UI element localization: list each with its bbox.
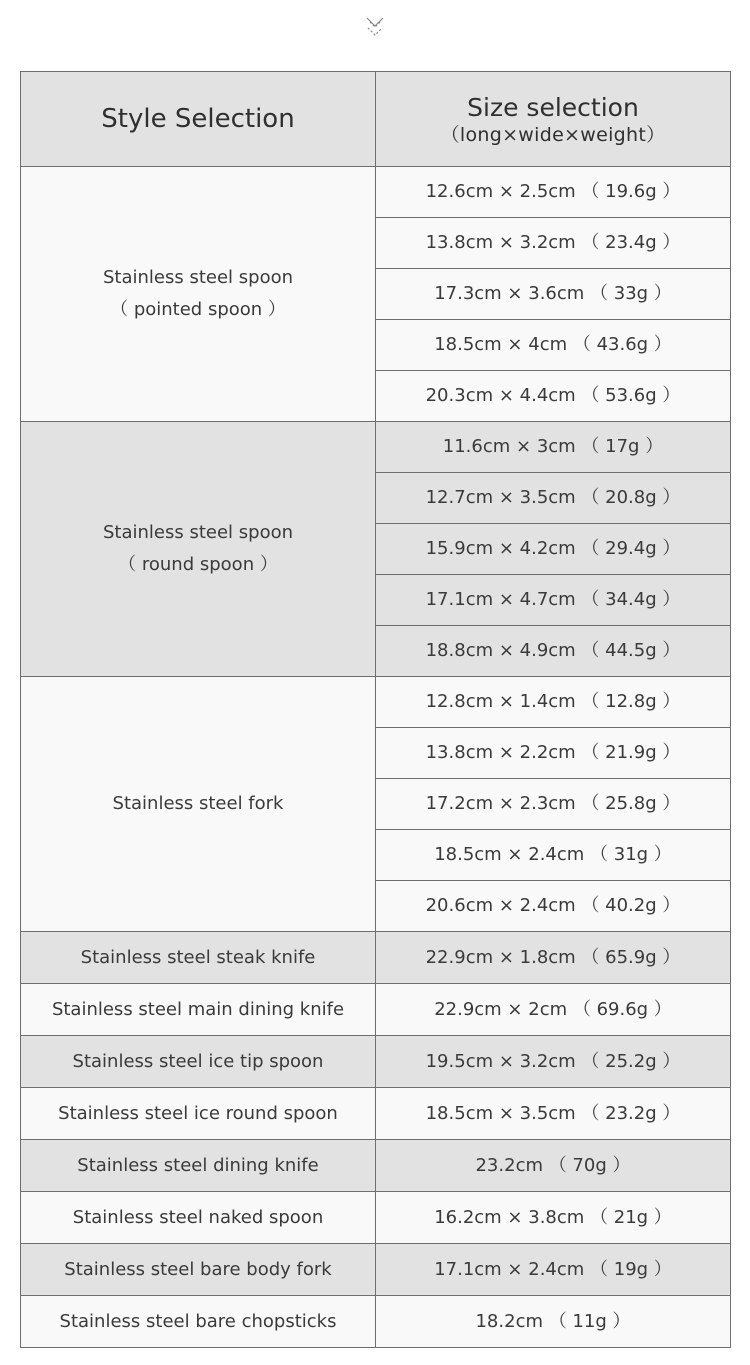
size-cell: 12.7cm × 3.5cm （ 20.8g ） [376, 473, 731, 524]
table-row [21, 1192, 731, 1244]
table-row [21, 984, 731, 1036]
style-cell: Stainless steel ice round spoon [21, 1088, 376, 1140]
size-cell: 17.1cm × 2.4cm （ 19g ） [376, 1244, 731, 1296]
size-cell: 18.8cm × 4.9cm （ 44.5g ） [376, 626, 731, 677]
style-name-line1: Stainless steel spoon [102, 522, 294, 543]
size-cell: 15.9cm × 4.2cm （ 29.4g ） [376, 524, 731, 575]
size-cell: 13.8cm × 2.2cm （ 21.9g ） [376, 728, 731, 779]
style-name-line1: Stainless steel fork [112, 793, 284, 814]
size-cell: 20.3cm × 4.4cm （ 53.6g ） [376, 371, 731, 422]
size-table [20, 71, 731, 1348]
size-cell: 16.2cm × 3.8cm （ 21g ） [376, 1192, 731, 1244]
size-selection-subtitle: （long×wide×weight） [440, 123, 666, 146]
size-cell: 18.2cm （ 11g ） [376, 1296, 731, 1348]
size-cell: 18.5cm × 2.4cm （ 31g ） [376, 830, 731, 881]
style-cell-round-spoon [21, 422, 376, 677]
size-cell: 18.5cm × 4cm （ 43.6g ） [376, 320, 731, 371]
style-selection-header: Style Selection [21, 72, 376, 167]
size-cell: 13.8cm × 3.2cm （ 23.4g ） [376, 218, 731, 269]
style-cell: Stainless steel naked spoon [21, 1192, 376, 1244]
size-selection-header [376, 72, 731, 167]
style-cell: Stainless steel bare chopsticks [21, 1296, 376, 1348]
size-cell: 22.9cm × 1.8cm （ 65.9g ） [376, 932, 731, 984]
style-cell: Stainless steel main dining knife [21, 984, 376, 1036]
size-cell: 18.5cm × 3.5cm （ 23.2g ） [376, 1088, 731, 1140]
size-cell: 11.6cm × 3cm （ 17g ） [376, 422, 731, 473]
size-cell: 23.2cm （ 70g ） [376, 1140, 731, 1192]
double-chevron-down-icon [365, 16, 385, 38]
table-row [21, 1036, 731, 1088]
size-cell: 17.2cm × 2.3cm （ 25.8g ） [376, 779, 731, 830]
style-name-line2: （ pointed spoon ） [110, 299, 286, 320]
size-cell: 12.6cm × 2.5cm （ 19.6g ） [376, 167, 731, 218]
size-selection-title: Size selection [467, 92, 639, 122]
size-cell: 19.5cm × 3.2cm （ 25.2g ） [376, 1036, 731, 1088]
size-cell: 22.9cm × 2cm （ 69.6g ） [376, 984, 731, 1036]
size-cell: 17.1cm × 4.7cm （ 34.4g ） [376, 575, 731, 626]
table-row [21, 167, 731, 218]
size-cell: 17.3cm × 3.6cm （ 33g ） [376, 269, 731, 320]
table-header-row [21, 72, 731, 167]
style-cell: Stainless steel dining knife [21, 1140, 376, 1192]
style-cell-fork [21, 677, 376, 932]
table-row [21, 677, 731, 728]
style-cell: Stainless steel bare body fork [21, 1244, 376, 1296]
style-cell-pointed-spoon [21, 167, 376, 422]
table-row [21, 1244, 731, 1296]
table-row [21, 1296, 731, 1348]
table-row [21, 1140, 731, 1192]
style-cell: Stainless steel steak knife [21, 932, 376, 984]
table-row [21, 932, 731, 984]
table-row [21, 1088, 731, 1140]
style-name-line1: Stainless steel spoon [102, 267, 294, 288]
table-row [21, 422, 731, 473]
style-cell: Stainless steel ice tip spoon [21, 1036, 376, 1088]
size-cell: 12.8cm × 1.4cm （ 12.8g ） [376, 677, 731, 728]
style-name-line2: （ round spoon ） [118, 554, 278, 575]
size-cell: 20.6cm × 2.4cm （ 40.2g ） [376, 881, 731, 932]
